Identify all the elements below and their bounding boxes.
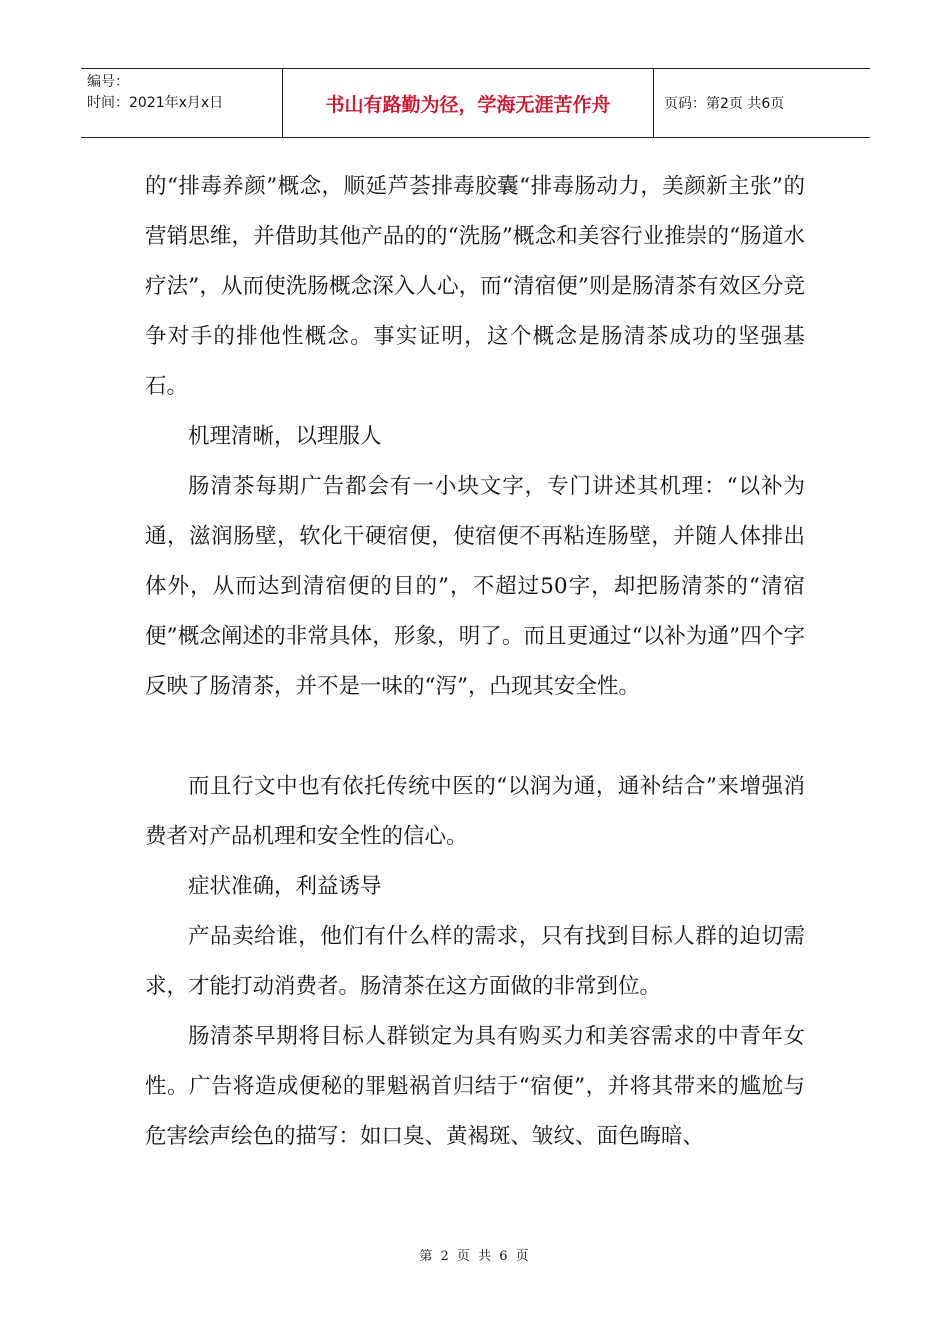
paragraph: 肠清茶早期将目标人群锁定为具有购买力和美容需求的中青年女性。广告将造成便秘的罪魁祸首归结于“宿便”，并将其带来的尴尬与危害绘声绘色的描写：如口臭、黄褐斑、皱纹、面色晦暗、	[145, 1024, 805, 1149]
section-heading: 机理清晰，以理服人	[188, 424, 382, 449]
paragraph: 产品卖给谁，他们有什么样的需求，只有找到目标人群的迫切需求，才能打动消费者。肠清茶在这方面做的非常到位。	[145, 924, 805, 999]
paragraph: 肠清茶每期广告都会有一小块文字，专门讲述其机理：“以补为通，滋润肠壁，软化干硬宿便，使宿便不再粘连肠壁，并随人体排出体外，从而达到清宿便的目的”，不超过50字，却把肠清茶的“清宿便”概念阐述的非常具体，形象，明了。而且更通过“以补为通”四个字反映了肠清茶，并不是一味的“泻”，凸现其安全性。	[145, 474, 805, 699]
document-header	[81, 68, 870, 138]
header-motto: 书山有路勤为径，学海无涯苦作舟	[283, 69, 654, 137]
number-label: 编号：	[87, 74, 129, 90]
section-heading: 症状准确，利益诱导	[188, 874, 382, 899]
paragraph: 的“排毒养颜”概念，顺延芦荟排毒胶囊“排毒肠动力，美颜新主张”的营销思维，并借助其他产品的的“洗肠”概念和美容行业推崇的“肠道水疗法”，从而使洗肠概念深入人心，而“清宿便”则是肠清茶有效区分竞争对手的排他性概念。事实证明，这个概念是肠清茶成功的坚强基石。	[145, 174, 805, 399]
paragraph: 而且行文中也有依托传统中医的“以润为通，通补结合”来增强消费者对产品机理和安全性的信心。	[145, 774, 805, 849]
header-page-info: 页码：第2页 共6页	[664, 96, 785, 112]
document-body	[145, 162, 805, 1162]
blank-line	[145, 712, 805, 762]
header-meta	[81, 69, 283, 137]
page-footer: 第 2 页 共 6 页	[419, 1249, 531, 1264]
time-label: 时间：2021年x月x日	[87, 95, 224, 111]
